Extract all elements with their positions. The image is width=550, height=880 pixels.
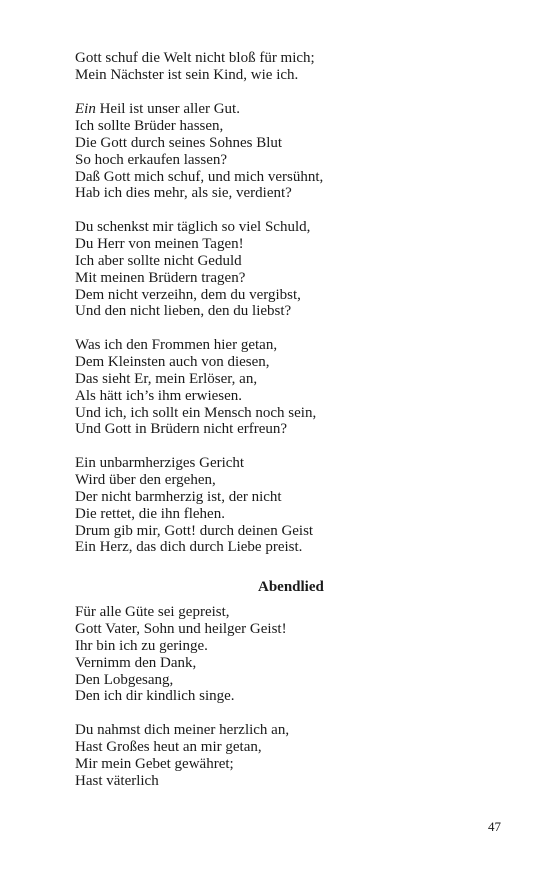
verse-line: Ein Herz, das dich durch Liebe preist. (75, 539, 303, 556)
page-number: 47 (488, 819, 501, 834)
stanza-5 (75, 455, 313, 556)
verse-line (75, 101, 323, 118)
verse-line: Hab ich dies mehr, als sie, verdient? (75, 185, 292, 202)
stanza-4 (75, 337, 316, 438)
verse-line: Mit meinen Brüdern tragen? (75, 269, 246, 286)
verse-line: Für alle Güte sei gepreist, (75, 604, 230, 620)
verse-line: Gott schuf die Welt nicht bloß für mich; (75, 50, 315, 66)
stanza-6 (75, 604, 287, 705)
verse-line: Ich sollte Brüder hassen, (75, 117, 224, 134)
verse-line: Mein Nächster ist sein Kind, wie ich. (75, 66, 299, 83)
verse-line: Wird über den ergehen, (75, 471, 216, 488)
stanza-3 (75, 219, 310, 320)
verse-line: Der nicht barmherzig ist, der nicht (75, 488, 282, 505)
verse-line: Gott Vater, Sohn und heilger Geist! (75, 620, 287, 637)
verse-line: Mir mein Gebet gewähret; (75, 755, 234, 772)
verse-line: Und den nicht lieben, den du liebst? (75, 303, 292, 320)
verse-line: Du schenkst mir täglich so viel Schuld, (75, 219, 311, 235)
emphasis-word: Ein (75, 101, 96, 117)
verse-line: Die Gott durch seines Sohnes Blut (75, 134, 283, 151)
verse-line: Ein unbarmherziges Gericht (75, 455, 245, 471)
stanza-1 (75, 50, 315, 84)
stanza-2 (75, 101, 323, 202)
verse-line: Vernimm den Dank, (75, 654, 197, 671)
verse-line: Den Lobgesang, (75, 671, 174, 688)
verse-line: Daß Gott mich schuf, und mich versühnt, (75, 168, 324, 185)
verse-line: Das sieht Er, mein Erlöser, an, (75, 370, 258, 387)
verse-line: Hast väterlich (75, 772, 159, 789)
verse-line: Hast Großes heut an mir getan, (75, 738, 262, 755)
verse-line: Du Herr von meinen Tagen! (75, 235, 244, 252)
verse-line: Die rettet, die ihn flehen. (75, 505, 225, 522)
verse-line: Und Gott in Brüdern nicht erfreun? (75, 421, 288, 438)
verse-line: Dem nicht verzeihn, dem du vergibst, (75, 286, 301, 303)
verse-line: Und ich, ich sollt ein Mensch noch sein, (75, 404, 317, 421)
verse-line: So hoch erkaufen lassen? (75, 151, 228, 168)
verse-line: Dem Kleinsten auch von diesen, (75, 353, 270, 370)
poem-title: Abendlied (258, 579, 324, 595)
verse-line: Den ich dir kindlich singe. (75, 688, 235, 705)
verse-line-rest: Heil ist unser aller Gut. (95, 101, 240, 117)
verse-line: Ihr bin ich zu geringe. (75, 637, 208, 654)
verse-line: Ich aber sollte nicht Geduld (75, 252, 242, 269)
verse-line: Als hätt ich’s ihm erwiesen. (75, 387, 243, 404)
verse-line: Drum gib mir, Gott! durch deinen Geist (75, 522, 314, 539)
verse-line: Was ich den Frommen hier getan, (75, 337, 278, 353)
stanza-7 (75, 722, 289, 790)
verse-line: Du nahmst dich meiner herzlich an, (75, 722, 290, 738)
